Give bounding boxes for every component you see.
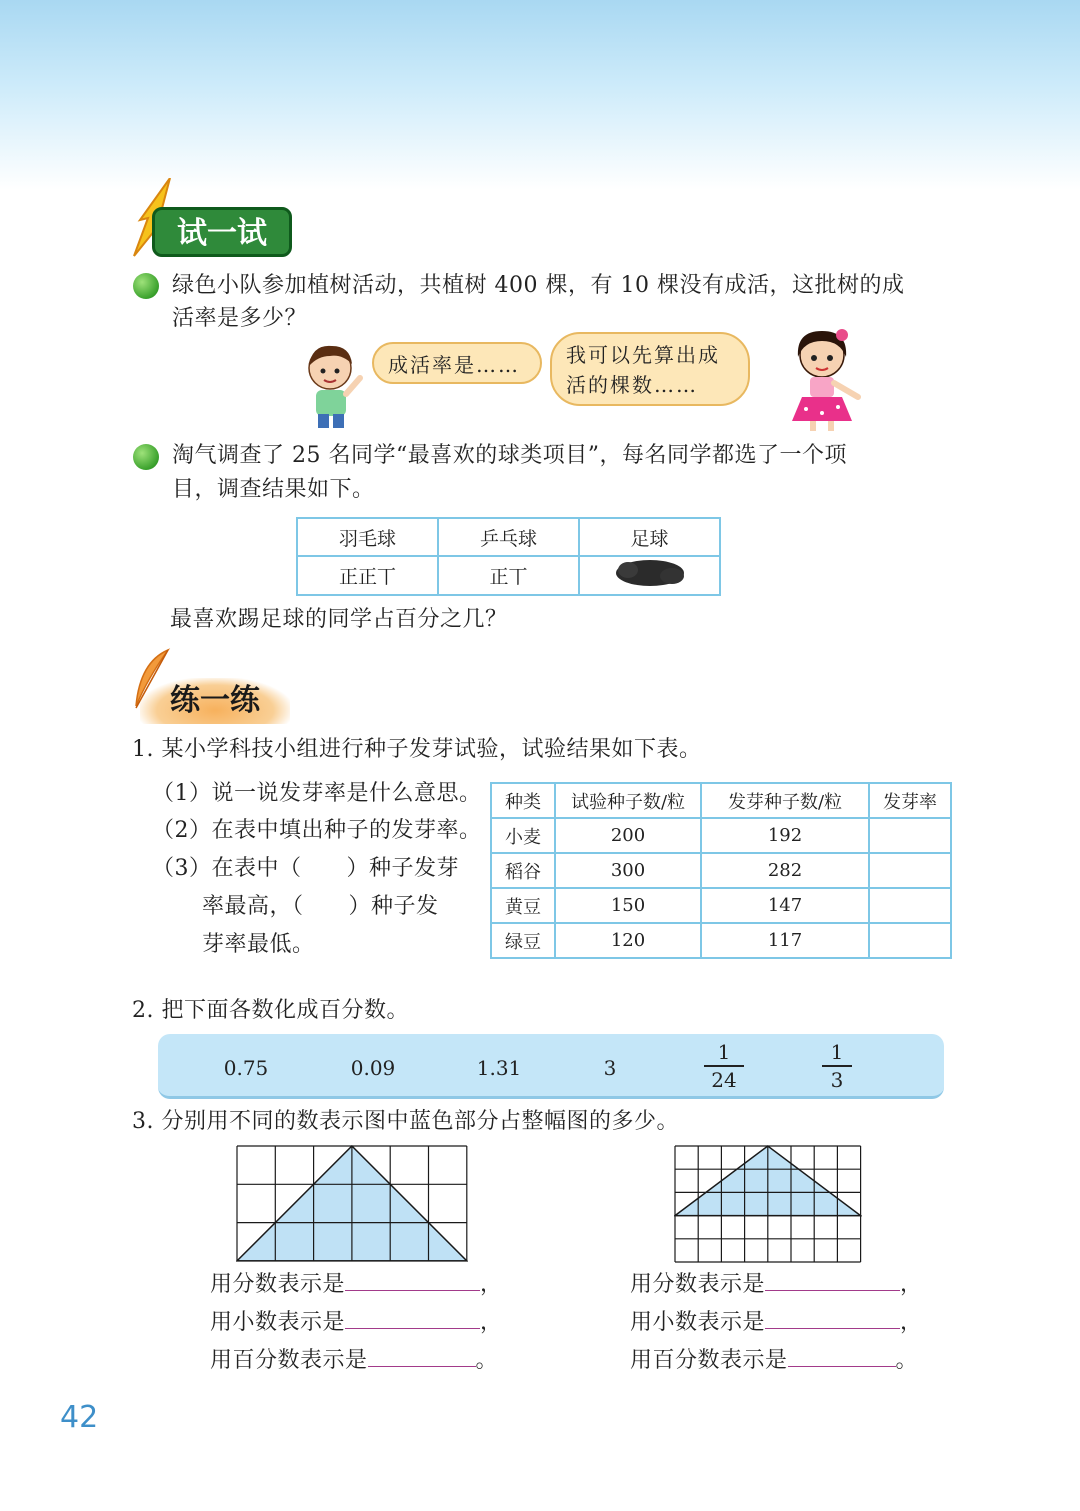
p1-sub3-line3: 芽率最低。 (202, 932, 315, 957)
label-decimal: 用小数表示是 (210, 1310, 346, 1335)
answer-blank[interactable] (788, 1342, 896, 1367)
seed-tested: 300 (555, 853, 701, 888)
seed-header-rate: 发芽率 (869, 783, 951, 818)
survey-table (296, 517, 721, 596)
girl-speech-bubble (550, 332, 750, 406)
fraction-numerator: 1 (717, 1040, 731, 1064)
bullet-dot-icon (133, 444, 159, 470)
label-percent: 用百分数表示是 (630, 1348, 788, 1373)
punct-comma: ， (900, 1310, 923, 1335)
girl-speech-line1: 我可以先算出成 (566, 343, 720, 367)
section-title-try: 试一试 (152, 207, 292, 257)
answer-blank[interactable] (345, 1304, 480, 1329)
number-item: 0.75 (223, 1056, 269, 1080)
section-title-practice: 练一练 (140, 678, 290, 724)
seed-tested: 150 (555, 888, 701, 923)
fraction-item (704, 1040, 744, 1092)
seed-sprouted: 282 (701, 853, 869, 888)
p3-title: 3. 分别用不同的数表示图中蓝色部分占整幅图的多少。 (132, 1109, 679, 1134)
seed-header-kind: 种类 (491, 783, 555, 818)
q1-text-line2: 活率是多少？ (172, 306, 308, 331)
girl-speech-line2: 活的棵数…… (566, 373, 698, 397)
number-item: 1.31 (476, 1056, 522, 1080)
fraction-bar (822, 1065, 852, 1067)
seed-table-header (491, 783, 951, 818)
bullet-dot-icon (133, 273, 159, 299)
number-item: 3 (603, 1056, 617, 1080)
p1-sub3-line1: （3）在表中（ ）种子发芽 (152, 856, 459, 881)
punct-period: 。 (475, 1348, 499, 1373)
answer-line-decimal-right (630, 1304, 923, 1339)
page-number: 42 (60, 1400, 99, 1435)
survey-tally-badminton: 正正丅 (297, 556, 438, 595)
ink-smudge-icon (610, 558, 690, 588)
seed-tested: 120 (555, 923, 701, 958)
seed-rate-blank[interactable] (869, 818, 951, 853)
punct-period: 。 (895, 1348, 919, 1373)
p1-sub1: （1）说一说发芽率是什么意思。 (152, 781, 482, 806)
punct-comma: ， (480, 1310, 503, 1335)
seed-tested: 200 (555, 818, 701, 853)
seed-rate-blank[interactable] (869, 923, 951, 958)
seed-sprouted: 192 (701, 818, 869, 853)
seed-table (490, 782, 952, 959)
table-row (491, 853, 951, 888)
girl-illustration (780, 325, 870, 433)
label-percent: 用百分数表示是 (210, 1348, 368, 1373)
boy-speech-text: 成活率是…… (388, 353, 520, 377)
fraction-denominator: 24 (711, 1068, 737, 1092)
q2-text-line2: 目，调查结果如下。 (172, 477, 375, 502)
survey-header-badminton: 羽毛球 (297, 518, 438, 556)
boy-speech-bubble (372, 342, 542, 384)
seed-rate-blank[interactable] (869, 888, 951, 923)
p1-sub3-line2: 率最高，（ ）种子发 (202, 894, 439, 919)
seed-header-sprouted: 发芽种子数/粒 (701, 783, 869, 818)
p2-title: 2. 把下面各数化成百分数。 (132, 998, 409, 1023)
survey-header-pingpong: 乒乓球 (438, 518, 579, 556)
answer-line-percent-right (630, 1342, 918, 1377)
survey-tally-pingpong: 正丅 (438, 556, 579, 595)
punct-comma: ， (900, 1272, 923, 1297)
table-row (491, 923, 951, 958)
boy-illustration (300, 338, 370, 430)
seed-header-tested: 试验种子数/粒 (555, 783, 701, 818)
answer-line-percent-left (210, 1342, 498, 1377)
fraction-numerator: 1 (830, 1040, 844, 1064)
p1-title: 1. 某小学科技小组进行种子发芽试验，试验结果如下表。 (132, 737, 702, 762)
answer-line-fraction-left (210, 1266, 503, 1301)
seed-kind: 小麦 (491, 818, 555, 853)
survey-tally-football-smudge (579, 556, 720, 595)
answer-line-decimal-left (210, 1304, 503, 1339)
p1-sub2: （2）在表中填出种子的发芽率。 (152, 818, 482, 843)
answer-blank[interactable] (368, 1342, 476, 1367)
q1-text-line1: 绿色小队参加植树活动，共植树 400 棵，有 10 棵没有成活，这批树的成 (172, 273, 905, 298)
table-row (491, 818, 951, 853)
table-row (491, 888, 951, 923)
label-decimal: 用小数表示是 (630, 1310, 766, 1335)
seed-kind: 稻谷 (491, 853, 555, 888)
fraction-denominator: 3 (830, 1068, 844, 1092)
punct-comma: ， (480, 1272, 503, 1297)
answer-line-fraction-right (630, 1266, 923, 1301)
fraction-bar (704, 1065, 744, 1067)
seed-kind: 黄豆 (491, 888, 555, 923)
seed-rate-blank[interactable] (869, 853, 951, 888)
label-fraction: 用分数表示是 (210, 1272, 346, 1297)
seed-sprouted: 117 (701, 923, 869, 958)
label-fraction: 用分数表示是 (630, 1272, 766, 1297)
seed-sprouted: 147 (701, 888, 869, 923)
q2-question: 最喜欢踢足球的同学占百分之几？ (170, 607, 508, 632)
answer-blank[interactable] (345, 1266, 480, 1291)
q2-text-line1: 淘气调查了 25 名同学“最喜欢的球类项目”，每名同学都选了一个项 (172, 443, 847, 468)
answer-blank[interactable] (765, 1304, 900, 1329)
grid-figure-triangle-small (674, 1145, 862, 1263)
survey-header-football: 足球 (579, 518, 720, 556)
fraction-item (822, 1040, 852, 1092)
grid-figure-triangle-large (236, 1145, 468, 1263)
page-top-gradient (0, 0, 1080, 190)
answer-blank[interactable] (765, 1266, 900, 1291)
number-item: 0.09 (350, 1056, 396, 1080)
seed-kind: 绿豆 (491, 923, 555, 958)
